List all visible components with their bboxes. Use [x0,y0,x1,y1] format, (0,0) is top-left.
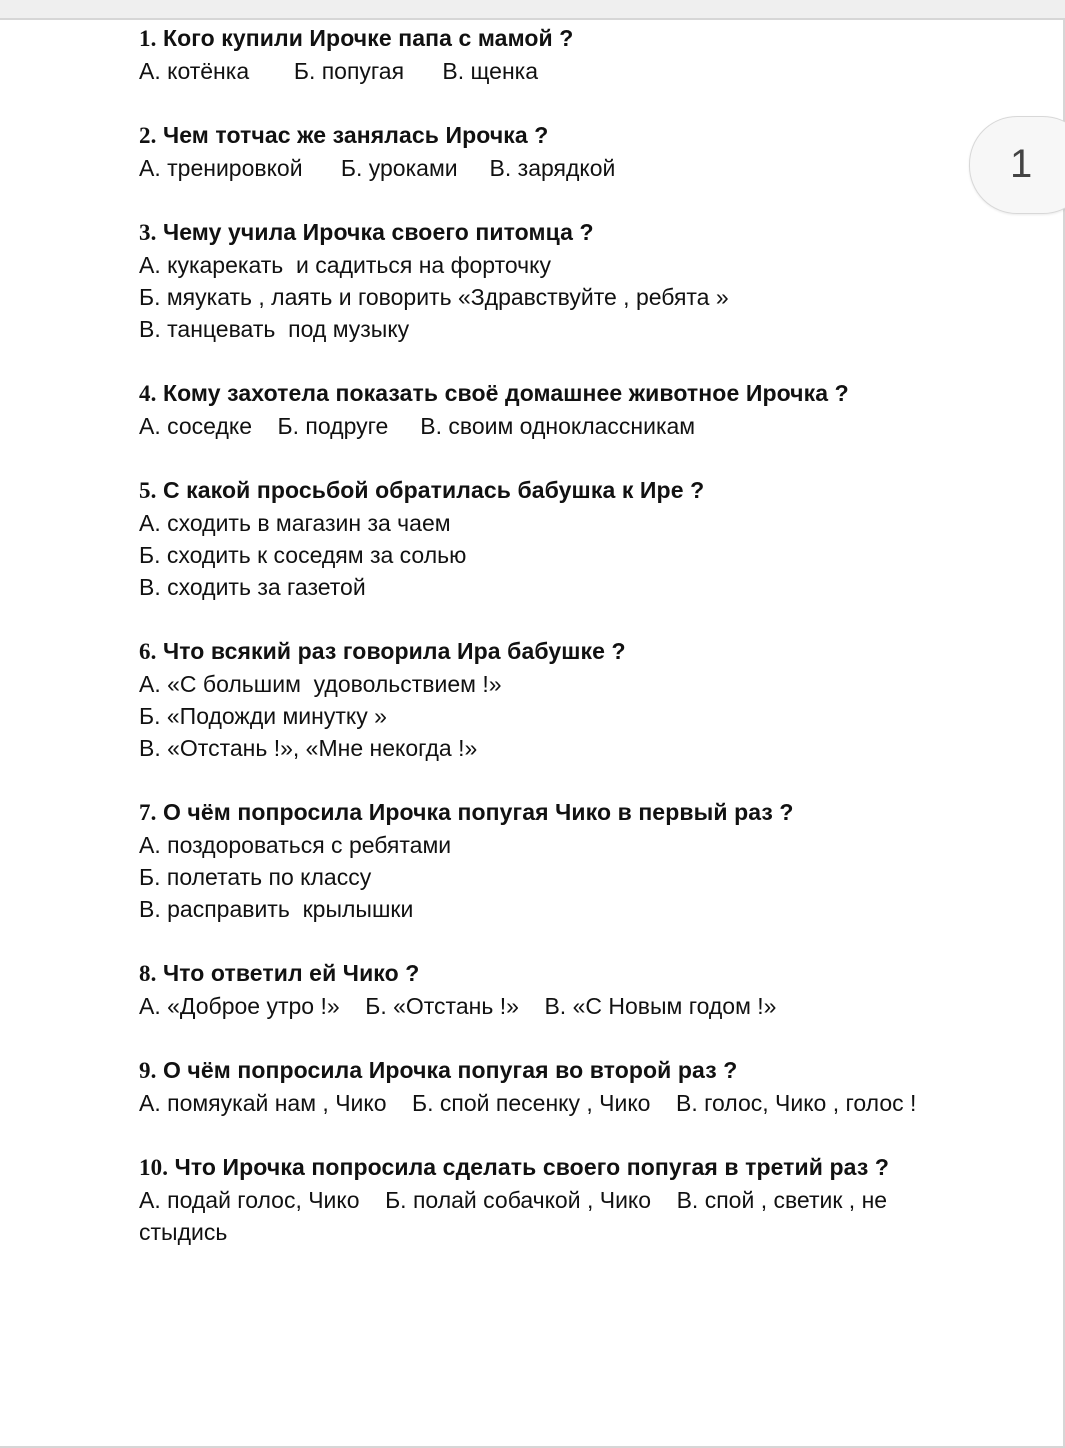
answer-option-a: А. «С большим удовольствием !» [139,671,502,697]
question-number: 6. [139,639,157,664]
answer-options: А. соседке Б. подруге В. своим одноклассникам [139,413,696,439]
question-label: О чём попросила Ирочка попугая Чико в первый раз ? [162,799,794,825]
quiz-content [139,22,979,1280]
question-text [139,377,979,410]
question-label: С какой просьбой обратилась бабушка к Ире ? [162,477,705,503]
question-label: Что всякий раз говорила Ира бабушке ? [162,638,626,664]
question-label: Чем тотчас же занялась Ирочка ? [162,122,549,148]
question-1 [139,22,979,87]
question-number: 4. [139,381,157,406]
question-7 [139,796,979,925]
answer-option-c: В. сходить за газетой [139,574,366,600]
question-text [139,474,979,507]
answer-option-b: Б. мяукать , лаять и говорить «Здравствуйте , ребята » [139,284,729,310]
question-number: 8. [139,961,157,986]
question-number: 10. [139,1155,169,1180]
answer-option-a: А. кукарекать и садиться на форточку [139,252,551,278]
answer-options: А. «Доброе утро !» Б. «Отстань !» В. «С Новым годом !» [139,993,777,1019]
question-3 [139,216,979,345]
answer-option-b: Б. сходить к соседям за солью [139,542,467,568]
page-number: 1 [1010,142,1033,186]
question-text [139,1151,979,1184]
question-number: 9. [139,1058,157,1083]
question-text [139,22,979,55]
answer-option-b: Б. полетать по классу [139,864,372,890]
answer-option-b: Б. «Подожди минутку » [139,703,387,729]
answer-options: А. тренировкой Б. уроками В. зарядкой [139,155,616,181]
question-number: 2. [139,123,157,148]
question-label: Что ответил ей Чико ? [162,960,420,986]
question-label: Что Ирочка попросила сделать своего попугая в третий раз ? [174,1154,890,1180]
question-number: 1. [139,26,157,51]
question-8 [139,957,979,1022]
answer-option-c: В. танцевать под музыку [139,316,410,342]
question-label: О чём попросила Ирочка попугая во второй раз ? [162,1057,738,1083]
question-text [139,216,979,249]
question-label: Чему учила Ирочка своего питомца ? [162,219,594,245]
question-text [139,1054,979,1087]
question-2 [139,119,979,184]
question-6 [139,635,979,764]
answer-option-c: В. «Отстань !», «Мне некогда !» [139,735,478,761]
question-number: 7. [139,800,157,825]
question-text [139,957,979,990]
answer-option-a: А. поздороваться с ребятами [139,832,452,858]
question-label: Кого купили Ирочке папа с мамой ? [162,25,574,51]
question-number: 5. [139,478,157,503]
question-9 [139,1054,979,1119]
answer-options: А. подай голос, Чико Б. полай собачкой , Чико В. спой , светик , не стыдись [139,1187,894,1245]
question-text [139,796,979,829]
question-10 [139,1151,979,1248]
question-text [139,635,979,668]
answer-options: А. помяукай нам , Чико Б. спой песенку , Чико В. голос, Чико , голос ! [139,1090,917,1116]
answer-options: А. котёнка Б. попугая В. щенка [139,58,539,84]
question-4 [139,377,979,442]
question-number: 3. [139,220,157,245]
answer-option-c: В. расправить крылышки [139,896,414,922]
answer-option-a: А. сходить в магазин за чаем [139,510,451,536]
question-label: Кому захотела показать своё домашнее животное Ирочка ? [162,380,849,406]
question-5 [139,474,979,603]
page-number-badge[interactable] [969,116,1065,214]
viewer-top-strip [0,0,1065,18]
question-text [139,119,979,152]
